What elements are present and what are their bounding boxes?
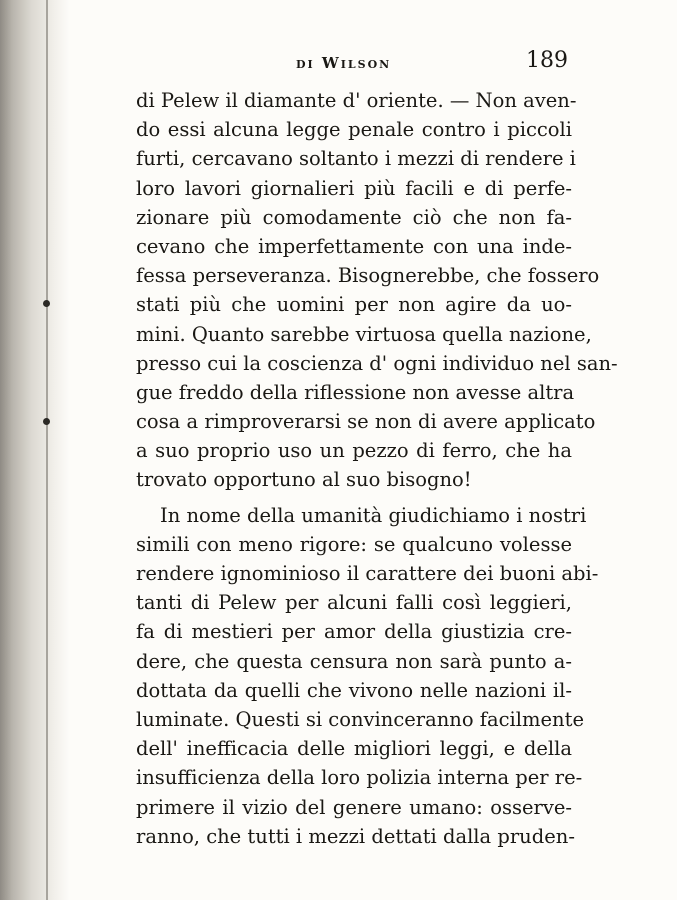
text-line: cevano che imperfettamente con una inde-: [136, 234, 572, 258]
text-line: loro lavori giornalieri più facili e di perfe-: [136, 176, 572, 200]
text-line: gue freddo della riflessione non avesse altra: [136, 380, 575, 404]
binding-stitch-mark: [43, 418, 50, 425]
text-line: tanti di Pelew per alcuni falli così leggieri,: [136, 591, 572, 615]
text-line: presso cui la coscienza d' ogni individuo nel san-: [136, 351, 618, 375]
text-line: furti, cercavano soltanto i mezzi di rendere i: [136, 147, 576, 171]
text-line: simili con meno rigore: se qualcuno volesse: [136, 532, 572, 556]
text-line: mini. Quanto sarebbe virtuosa quella nazione,: [136, 322, 592, 346]
text-line: a suo proprio uso un pezzo di ferro, che ha: [136, 439, 572, 463]
text-line: In nome della umanità giudichiamo i nostri: [160, 503, 587, 527]
binding-stitch-mark: [43, 300, 50, 307]
text-line: ranno, che tutti i mezzi dettati dalla pruden-: [136, 824, 575, 848]
paragraph: [136, 86, 618, 495]
text-line: fessa perseveranza. Bisognerebbe, che fossero: [136, 264, 600, 288]
page-number: 189: [526, 48, 568, 73]
running-head: [136, 48, 572, 86]
binding-edge-line: [46, 0, 48, 900]
text-line: cosa a rimproverarsi se non di avere applicato: [136, 410, 596, 434]
text-line: trovato opportuno al suo bisogno!: [136, 468, 472, 492]
text-line: stati più che uomini per non agire da uo-: [136, 293, 572, 317]
text-line: dell' inefficacia delle migliori leggi, e della: [136, 737, 572, 761]
running-head-title: di Wilson: [296, 54, 392, 72]
text-line: zionare più comodamente ciò che non fa-: [136, 205, 572, 229]
text-line: do essi alcuna legge penale contro i piccoli: [136, 118, 572, 142]
book-page: [136, 48, 618, 851]
text-line: dottata da quelli che vivono nelle nazioni il-: [136, 678, 572, 702]
text-line: primere il vizio del genere umano: osserve-: [136, 795, 572, 819]
binding-gutter-shadow: [0, 0, 70, 900]
body-text: [136, 86, 618, 851]
text-line: insufficienza della loro polizia interna per re-: [136, 766, 583, 790]
text-line: fa di mestieri per amor della giustizia cre-: [136, 620, 572, 644]
paragraph: [136, 501, 599, 851]
text-line: dere, che questa censura non sarà punto a-: [136, 649, 572, 673]
text-line: rendere ignominioso il carattere dei buoni abi-: [136, 562, 599, 585]
text-line: luminate. Questi si convinceranno facilmente: [136, 707, 584, 731]
text-line: di Pelew il diamante d' oriente. — Non aven-: [136, 89, 577, 112]
